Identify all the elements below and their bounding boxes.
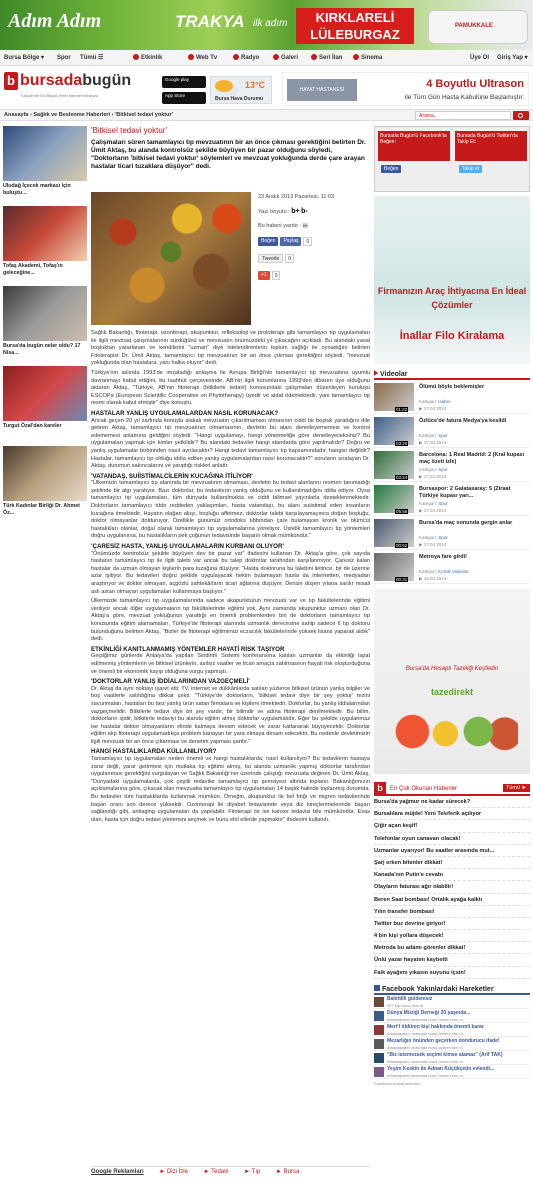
nav-label: Etkinlik [141, 55, 163, 61]
facebook-activity-header [374, 985, 530, 995]
facebook-activity-item[interactable] [374, 1023, 530, 1037]
hospital-logo: HAYAT HASTANESİ [287, 79, 357, 101]
camera-icon [273, 54, 279, 60]
facebook-activity-list [374, 995, 530, 1079]
category-link[interactable]: Spor [438, 501, 448, 506]
avatar [374, 1067, 384, 1077]
tazedirekt-ad[interactable] [374, 589, 530, 774]
most-read-item[interactable]: Telefonlar oyun canavarı olacak! [374, 833, 530, 845]
facebook-like-button[interactable]: Beğen [258, 237, 278, 246]
article-image-spices [91, 192, 251, 325]
tweet-count: 0 [285, 254, 294, 263]
banner-city-1: KIRKLARELİ [315, 10, 395, 25]
facebook-activity-item[interactable] [374, 995, 530, 1009]
video-date: ▶ 17.04.2014 [419, 474, 447, 479]
activity-meta: Arkadaşlarını arasında bunu öneren sen ol. [387, 1030, 464, 1036]
most-read-item[interactable]: Kanada'nın Putin'e cevabı [374, 869, 530, 881]
video-category: Kategori: Spor [419, 467, 448, 472]
video-category: Kategori: Haber [419, 399, 451, 404]
share-row-1 [258, 237, 370, 246]
video-date: ▶ 17.04.2014 [419, 508, 447, 513]
avatar [374, 1025, 384, 1035]
banner-slogan: Adım Adım [8, 10, 102, 32]
most-read-item[interactable]: Metroda bu adamı görenler dikkat! [374, 942, 530, 954]
avatar [374, 1053, 384, 1063]
video-duration: 03:24 [396, 475, 408, 480]
video-duration: 05:56 [396, 509, 408, 514]
gallery-image [3, 126, 87, 181]
facebook-icon [374, 985, 380, 991]
font-size-label: Yazı boyutu : [258, 209, 290, 215]
most-read-logo: b [374, 782, 386, 794]
nav-galeri[interactable] [273, 50, 298, 66]
category-link[interactable]: Spor [438, 467, 448, 472]
category-link[interactable]: Spor [438, 535, 448, 540]
nav-label: Sinema [361, 55, 383, 61]
most-read-item[interactable]: Uzmanlar uyarıyor! Bu saatler arasında mut... [374, 845, 530, 857]
facebook-activity-item[interactable] [374, 1037, 530, 1051]
film-icon [353, 54, 359, 60]
video-item[interactable] [374, 482, 530, 516]
bus-image [428, 10, 528, 44]
video-thumbnail [374, 485, 414, 513]
fleet-ad-brand: İnallar Filo Kiralama [399, 330, 505, 342]
video-item[interactable] [374, 516, 530, 550]
video-title: Barcelona: 1 Real Madrid: 2 (Kral kupası maç özeti izle) [419, 452, 525, 465]
video-title: Ölümü böyle beklemişler [419, 384, 485, 390]
facebook-like-page-button[interactable]: Beğen [381, 165, 401, 173]
banner-trakya: TRAKYA [175, 12, 245, 31]
gallery-image [3, 206, 87, 261]
tazedirekt-slogan: Bursa'da Hesaplı Tazeliği Keşfedin [405, 666, 499, 672]
most-read-item[interactable]: Twitter buz devrine giriyor! [374, 918, 530, 930]
videos-list [374, 380, 530, 584]
ad-headline: 4 Boyutlu Ultrason [426, 78, 524, 90]
paragraph: Tamamlayıcı tıp uygulamaları neden önemli ve hangi hastalıklarda, nasıl kullanılıyor? Bu tedavilerin hastaya zarar değil, yarar getirmesi için mutlaka tıp eğitimi almış, bu alanda uzmanlık yapmış doktorlar tarafından uygulanması gerektiğini vurgulayan ve Sağlık Bakanlığı'nın üzerinde çalıştığı mevzuata değinen Dr. Ümit Aktaş, "Dünyadaki uygulamalarda, çok çeşitli tedaviler tamamlayıcı tıp şemsiyesi altında toplanır. Bakanlığımızın açıklamalarına göre, çıkacak olan mevzuatta tamamlayıcı tıp uygulamaları 14 başlık halinde toplanmış durumda. Bu tedaviler tüm hastalıklarda kullanmak mümkün. Örneğin, akupunktur ile bel fıtığı ve migren tedavilerinde başarı oranı son derece yüksektir. Ozonterapi ile diyabet tedavisinde veya diz kireçlenmelerinde başarı sağlandığı gibi, antiaging uygulamaları da yapılabilir. Fitoterapi ile ise kanser tedavisi bile mümkündür. Esas olan, hasta için doğru tedavi yöntemini seçmek ve bunu ehil ellerde yapmaktır" ifadesini kullandı. [91, 756, 370, 823]
activity-meta: Arkadaşlarını arasında bunu öneren sen ol. [387, 1016, 464, 1022]
section-heading: 'DOKTORLAR YANLIŞ İDDİALARINDAN VAZGEÇMELİ' [91, 678, 250, 686]
app-store-badge[interactable]: App Store [162, 92, 206, 104]
section-heading: HANGİ HASTALIKLARDA KULLANILIYOR? [91, 748, 217, 756]
video-title: Özlüce'de fatura Medya'ya kesildi [419, 418, 507, 424]
banner-city-2: LÜLEBURGAZ [310, 27, 400, 42]
logo-name-2: bugün [82, 72, 132, 89]
nav-sinema[interactable] [353, 50, 382, 66]
video-category: Kategori: Spor [419, 433, 448, 438]
paragraph: Ancak geçen 20 yıl zarfında konuyla alakalı mevzuatın çıkarılmaması olmasının ciddi bir boşluk yarattığını dile getiren Aktaş, tamamlayıcı tıp mevzuatının olmamasının, devletin bu alanı denetleyememesi ve kontrol edememesi anlamına geldiğini söyledi. "Hangi uygulamayı, hangi yönetmeliğe göre denetleyeceksiniz? Bu uygulamaları yapmak için kimler yetkilidir? Bu alandaki tedaviler hangi standarda göre yapılmalıdır? Doğru ve yanlış uygulamalar birbirinden nasıl ayrılacaktır? Hangi tedavi tamamlayıcı tıp kapsamındadır, hangisi değildir? Hastalar, tamamlayıcı tıp olduğu iddia edilen yanlış uygulamalardan nasıl korunacaktır?" soruların sıralayan Dr. Aktaş, durumun sakıncalarını ve yarattığı riskleri anlattı: [91, 417, 370, 470]
paragraph: "Ülkemizin tamamlayıcı tıp alanında bir mevzuatının olmaması, devletin bu tedavi alanlarını resmen tanımadığı şeklinde bir algı yaratıyor. Bazı doktorlar, bu tedavilerin yanlış olduğunu ve kullanılmadığını iddia ediyor. Oysa tamamlayıcı tıp uygulamaları, tüm dünyada kullanılmakta ve ciddi bilimsel yayınlarla desteklenmektedir. Doktorların tamamlayıcı tıbbı reddeden yaklaşımları, hasta vatandaşı, bu alanı suiistimal eden insanların kucağına itmektedir. Hayatın olağan akışı, boşluğu affetmez, doktorlar talebi karşılayamayınca doğan boşluğu, doktor olmayanlar dolduruyor. Özellikle günümüz ortodoks tıbbından çare bulamayan kronik ve ölümcül hastalıkları olanlar, doğal olarak tamamlayıcı tıp uygulamalarına yöneliyor. Üstelik tamamlayıcı tıp yöntemleri doğru uygulanırsa, bu hastalıkların pek çoğunun tedavisinde başarılı olmak mümkündür." [91, 480, 370, 540]
gallery-image [3, 286, 87, 341]
facebook-activity-item[interactable] [374, 1051, 530, 1065]
share-row-2 [258, 254, 370, 263]
article-header [91, 126, 370, 171]
section-heading: 'VATANDAŞ, SUİİSTİMALCİLERİN KUCAĞINA İTİLİYOR' [91, 472, 253, 480]
calendar-icon [133, 54, 139, 60]
section-heading: HASTALAR YANLIŞ UYGULAMALARDAN NASIL KORUNACAK? [91, 409, 279, 417]
avatar [374, 997, 384, 1007]
tazedirekt-logo: tazedirekt [430, 687, 474, 697]
most-read-title: En Çok Okunan Haberler [390, 786, 458, 792]
hospital-ad[interactable] [282, 72, 529, 106]
most-read-item[interactable]: Yılın transfer bombası! [374, 906, 530, 918]
login-link[interactable]: Giriş Yap ▾ [497, 55, 528, 61]
most-read-list [374, 796, 530, 979]
nav-radyo[interactable] [233, 50, 259, 66]
breadcrumb[interactable]: Anasayfa › Sağlık ve Beslenme Haberleri › 'Bitkisel tedavi yoktur' [4, 112, 173, 118]
video-thumbnail [374, 383, 414, 411]
activity-title: Dünya Müziği Derneği 20 yaşında... [387, 1009, 471, 1016]
video-category: Kategori: Spor [419, 535, 448, 540]
most-read-item[interactable]: Faik ayağımı yıkasın suyunu içsin! [374, 967, 530, 979]
paragraph: Geçtiğimiz günlerde Antalya'da yapılan Sindirim Sistemi konferansına katılan uzmanlar da etkinliği ispat edilmemiş yöntemlerin ve bitkisel ürünlerin, asılsız vaatler ve ticari amaçla satılmasının hayati risk oluşturduğuna ve önemli bir ekonomik kayıp olduğuna vurgu yapmıştı. [91, 653, 370, 675]
ads-icon [311, 54, 317, 60]
share-count: 0 [303, 237, 312, 246]
left-gallery [3, 126, 87, 526]
video-duration: 03:20 [396, 441, 408, 446]
gallery-caption: Bursa'da bugün neler oldu? 17 Nisa... [3, 343, 81, 356]
section-heading: ETKİNLİĞİ KANITLANMAMIŞ YÖNTEMLER HAYATİ RİSK TAŞIYOR [91, 645, 285, 653]
ad-link-tedavi[interactable]: ► Tedavi [203, 1169, 229, 1175]
activity-meta: Arkadaşlarını arasında bunu öneren sen ol. [387, 1044, 464, 1050]
video-date: ▶ 17.04.2014 [419, 440, 447, 445]
nav-label: Galeri [281, 55, 299, 61]
video-thumbnail [374, 553, 414, 581]
logo-name [20, 72, 131, 90]
search-button[interactable] [513, 111, 529, 120]
weather-temp: 13°C [245, 80, 266, 90]
twitter-follow-button[interactable]: Takip et [459, 165, 482, 173]
logo-mark: b [4, 72, 18, 90]
fleet-rental-ad[interactable] [374, 196, 530, 364]
share-row-3 [258, 271, 370, 280]
print-icon[interactable]: ▤ [302, 223, 308, 229]
font-decrease-button[interactable]: b- [301, 208, 308, 215]
video-category: Kategori: Komik Videolar [419, 569, 469, 574]
video-item[interactable] [374, 550, 530, 584]
site-logo[interactable] [4, 70, 154, 106]
nav-spor[interactable]: Spor [57, 55, 71, 61]
twitter-promo: Bursada Bugün'ü Twitter'da Takip Et: [455, 131, 527, 161]
gallery-card[interactable] [3, 286, 87, 361]
activity-meta: Arkadaşlarını arasında bunu öneren sen ol. [387, 1058, 464, 1064]
most-read-item[interactable]: Bursa'da yağmur ne kadar sürecek? [374, 796, 530, 808]
region-select[interactable]: Bursa Bölge ▾ [4, 55, 45, 61]
video-thumbnail [374, 451, 414, 479]
most-read-item[interactable]: Beren Saat bombası! Ortalık ayağa kalktı [374, 894, 530, 906]
avatar [374, 1011, 384, 1021]
gallery-caption: Tofaş Akademi, Tofaş'ın geleceğine... [3, 263, 63, 276]
weather-widget[interactable] [210, 76, 272, 104]
facebook-promo: Bursada Bugün'ü Facebook'ta Beğen: [378, 131, 450, 161]
video-title: Bursaspor: 2 Galatasaray: 5 (Ziraat Türkiye kupası yarı... [419, 486, 511, 499]
most-read-item[interactable]: 4 bin kişi yollara düşecek! [374, 930, 530, 942]
facebook-activity-item[interactable] [374, 1065, 530, 1079]
nav-etkinlik[interactable] [133, 50, 162, 66]
video-date: ▶ 17.04.2014 [419, 542, 447, 547]
article-date: 23 Aralık 2013 Pazartesi, 11:03 [258, 194, 335, 200]
most-read-all-button[interactable]: Tümü ► [503, 784, 530, 792]
arrow-icon [374, 370, 378, 376]
paragraph: Sağlık Bakanlığı, fitoterapi, ozonterapi, akupunktur, refleksoloji ve proloterapi gibi tamamlayıcı tıp uygulamaları ile ilgili mevzuat çalışmalarının sürdüğünü ve mevzuatın önümüzdeki yıl çıkacağını açıkladı. Bu alandaki yasal boşluktan yararlanan ve kendilerini "uzman" diye nitelendirenlerin toplum sağlığı ile oynadığını belirten Fitoterapist Dr. Ümit Aktaş, tamamlayıcı tıp mevzuatının bir an önce çıkması gerektiğini söyledi, "mevzuat yokluğunda olan hastalara, yanı halka oluyor" dedi. [91, 330, 370, 367]
nav-tumu[interactable]: Tümü ☰ [80, 55, 104, 61]
activity-meta: 207 kişi bunu önerdi. [387, 1002, 424, 1008]
gallery-card[interactable] [3, 126, 87, 201]
article-title: 'Bitkisel tedavi yoktur' [91, 126, 167, 135]
category-link[interactable]: Spor [438, 433, 448, 438]
google-ads-label[interactable]: Google Reklamları [91, 1169, 144, 1175]
banner-route-box [296, 8, 414, 44]
section-heading: 'ÇARESİZ HASTA, YANLIŞ UYGULAMALARIN KURBANI OLUYOR' [91, 543, 284, 551]
activity-title: Yeşim Keskin ile Adnan Küçükçetin evlendi... [387, 1065, 495, 1072]
avatar [374, 1039, 384, 1049]
logo-name-1: bursada [20, 72, 83, 89]
search-input[interactable]: Arama.. [415, 111, 511, 120]
ad-link-tip[interactable]: ► Tıp [244, 1169, 261, 1175]
gallery-image [3, 366, 87, 421]
video-category: Kategori: Spor [419, 501, 448, 506]
ad-subline: ile Tüm Gün Hasta Kabulüne Başlamıştır. [404, 94, 524, 101]
category-link[interactable]: Haber [438, 399, 451, 404]
gplus-count: 0 [272, 271, 281, 280]
tweet-button[interactable]: Tweetle [258, 254, 283, 263]
facebook-share-button[interactable]: Paylaş [280, 237, 301, 246]
gplus-button[interactable]: +1 [258, 271, 270, 280]
nav-webtv[interactable] [188, 50, 217, 66]
facebook-activity-item[interactable] [374, 1009, 530, 1023]
category-link[interactable]: Komik Videolar [438, 569, 469, 574]
video-thumbnail [374, 519, 414, 547]
nav-label: Web Tv [196, 55, 218, 61]
gallery-caption: Turgut Özal'dan kareler [3, 423, 62, 429]
gallery-card[interactable] [3, 206, 87, 281]
facebook-activity-title: Facebook Yakınlardaki Hareketler [382, 985, 494, 993]
activity-title: Mezarlığın önünden geçerken dondurucu ifade! [387, 1037, 500, 1044]
print-label: Bu haberi yazdır : [258, 223, 302, 229]
videos-title: Videolar [380, 371, 408, 378]
gallery-caption: Türk Kadınlar Birliği Dr. Ahmet Öz... [3, 503, 80, 516]
video-item[interactable] [374, 414, 530, 448]
paragraph: Ülkemizde tamamlayıcı tıp uygulamalarında sadece akupunkturun mevzuatı var ve tıp fakültelerinde eğitimi veriliyor ancak diğer uygulamaların tıp fakültelerinde eğitimi yok. Aynı zamanda akupunktur uzmanı olan Dr. Aktaş'a göre, mevzuat yokluğunun yarattığı en önemli problemlerden biri de doktorların tamamlayıcı tıp konusunda eğitim alamamaları. Türkiye'de fitoterapi alanında uzmanlık derecesine sahip sadece 6 tıp doktoru bulunduğunu belirten Aktaş, "Bizler de fitoterapi eğitimimizi eczacılık fakültelerinde yüksek lisans yaparak aldık" dedi. [91, 598, 370, 643]
register-link[interactable]: Üye Ol [470, 55, 490, 61]
most-read-header [374, 782, 530, 796]
paragraph: Dr. Aktaş da aynı noktayı işaret etti; TV, internet ve dükkânlarda satılan yüzlerce bitkisel ürünün yanlış bilgiler ve boş vaatlerle satıldığına dikkat çekti. "Türkiye'de doktorların, 'bitkisel tedavi diye bir şey yoktur' tezini savunmaları, hastaları bu tarz yanlış ürün satan firmalara ve kişilere itmektedir. Doktorlar, bu yanlış iddialarından vazgeçmelidir. Bitkilerle tedavi diye bir şey vardır, bir bilimdir ve adına fitoterapi denilmektedir. Bu bilim, doktorların işidir, bitkilerle tedaviyi bu alanda eğitim almış doktorlar uygulamalıdır. Eğer bu şekilde uygulanmaz ise hastalar doktor olmayanların elinde kalmaya devam edecek ve zarar katlanarak büyüyecektir. Doktorlar eğitim alıp fitoterapi uygulamadıkça problem kanayan bir yara olmaya devam edecektir. Bu nedenle devletimizin ilgili mevzuatı bir an önce çıkarması ve denetim yapması şarttır." [91, 685, 370, 745]
weather-sun-icon [215, 80, 233, 92]
video-item[interactable] [374, 380, 530, 414]
nav-label: Seri İlan [319, 55, 343, 61]
video-item[interactable] [374, 448, 530, 482]
most-read-item[interactable]: Çiğir açan keşif! [374, 820, 530, 832]
videos-header [374, 370, 530, 380]
fleet-ad-text: Firmanızın Araç İhtiyacına En İdeal Çözümler [377, 286, 527, 310]
paragraph: Türkiye'nin aslında 1993'de imzaladığı anlaşma ile Avrupa Birliği'nin tamamlayıcı tıp mevzuatına uyumlu davranmayı kabul ettiğini, bu taahhüt çerçevesinde, AB'nin ilgili kurumlarına 1993'den itibaren üye olduğunu aktaran Aktaş, "Türkiye, AB'nin fitoterapi (bitkilerle tedavi) konusundaki çalışmaları düzenleyen kuruluşu ESCOPa (European Scientific Cooperative on Phytotherapy) üyedir ve aidat ödemektedir, yani tamamlayıcı tıp resmi olarak kabul etmiştir" diye konuştu. [91, 369, 370, 407]
video-duration: 00:52 [396, 543, 408, 548]
activity-title: Balettilli güldemsiz [387, 995, 433, 1002]
facebook-plugin-label: Facebook sosyal eklentisi [374, 1080, 420, 1086]
video-title: Bursa'da maç sonunda gergin anlar [419, 520, 513, 526]
ad-link-bursa[interactable]: ► Bursa [276, 1169, 300, 1175]
tv-icon [188, 54, 194, 60]
font-size-row [258, 208, 370, 215]
breadcrumb-bar [0, 109, 533, 121]
google-play-badge[interactable]: Google play [162, 76, 206, 88]
font-increase-button[interactable]: b+ [291, 208, 300, 215]
paragraph: "Önümüzde kontrolsüz şekilde büyüyen dev bir pazar var" ifadesini kullanan Dr. Aktaş'a göre, çok sayıda hastanın tamamlayıcı tıp ile ilgili talebi var ancak bu talep doktorlar tarafından karşılanmıyor. Çaresiz kalan hastalar da uzman olmayan kişilerin para tuzağına düşüyor. "Hasta doktoruna bu talebini iletince, bir de üzerine azar işitiyor. Bu tedavileri doğru şekilde uygulayacak hekim bulamayan hasta da internetten, medyadan araştırıyor ve doktor olmayan, açgözlü sahtekârların ticari ağlarına düşüyor. Denize düşen yılana sarılır misali aslı astarı olmayan uygulamaları kullanmaya başlıyor." [91, 550, 370, 595]
video-thumbnail [374, 417, 414, 445]
radio-icon [233, 54, 239, 60]
nav-seri-ilan[interactable] [311, 50, 342, 66]
right-sidebar [374, 126, 530, 1086]
gallery-card[interactable] [3, 446, 87, 521]
most-read-item[interactable]: Ünlü yazar hayatını kaybetti [374, 954, 530, 966]
gallery-card[interactable] [3, 366, 87, 441]
video-title: Metroya fare girdi! [419, 554, 467, 560]
ad-link-dizi[interactable]: ► Dizi İzle [159, 1169, 188, 1175]
activity-title: Mert'i öldüren kişi hakkında önemli karar [387, 1023, 484, 1030]
fruit-image [386, 709, 518, 754]
bus-brand: PAMUKKALE [455, 23, 493, 29]
article-lead: Çalışmaları süren tamamlayıcı tıp mevzuatının bir an önce çıkması gerektiğini belirten Dr. Ümit Aktaş, bu alanda kontrolsüz şekilde büyüyen bir pazar olduğunu söyledi, "Doktorların 'bitkisel tedavi yoktur' söylemleri ve mevzuat yokluğunda derde çare arayan hastalar ticari tuzaklara düşüyor" dedi. [91, 139, 366, 170]
gallery-image [3, 446, 87, 501]
top-banner-ad[interactable] [0, 0, 533, 50]
top-nav [0, 50, 533, 66]
google-ads-links [91, 1166, 370, 1177]
weather-label: Bursa Hava Durumu [215, 96, 264, 102]
most-read-item[interactable]: Şarj erken bitenler dikkat! [374, 857, 530, 869]
most-read-item[interactable]: Bursalılara müjde! Yeni Teleferik açılıyor [374, 808, 530, 820]
video-duration: 00:31 [396, 577, 408, 582]
article-meta [258, 194, 370, 288]
social-follow-box [374, 126, 530, 192]
nav-label: Radyo [241, 55, 260, 61]
activity-meta: Arkadaşlarını arasında bunu öneren sen ol. [387, 1072, 464, 1078]
logo-slogan: Türkiye'nin En Büyük Yerel İnternet Medyası [20, 93, 99, 98]
print-row [258, 223, 370, 229]
article-body [91, 330, 370, 826]
activity-title: "Biz istemezsek seçimi kimse alamaz" (Arif TAK) [387, 1051, 503, 1058]
most-read-item[interactable]: Olayların faturası ağır olabilir! [374, 881, 530, 893]
gallery-caption: Uludağ İçecek markası için buluştu... [3, 183, 71, 196]
video-date: ▶ 16.04.2014 [419, 576, 447, 581]
video-duration: 01:22 [396, 407, 408, 412]
video-date: ▶ 17.04.2014 [419, 406, 447, 411]
banner-ilk-adim: ilk adım [253, 18, 288, 29]
